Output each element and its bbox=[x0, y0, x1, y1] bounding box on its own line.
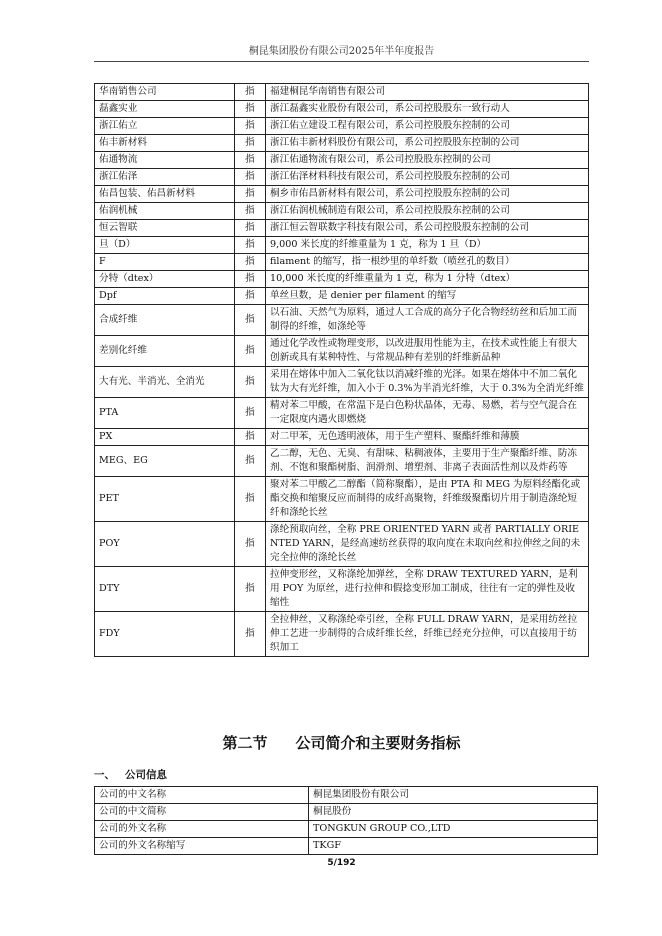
definition-term: 华南销售公司 bbox=[95, 84, 235, 101]
definition-text: 浙江佑通物流有限公司，系公司控股股东控制的公司 bbox=[266, 152, 589, 169]
definition-relation: 指 bbox=[234, 101, 265, 118]
subsection-heading bbox=[94, 768, 167, 782]
company-info-value: 桐昆股份 bbox=[309, 804, 598, 821]
definition-relation: 指 bbox=[234, 237, 265, 254]
definition-relation: 指 bbox=[234, 567, 265, 612]
company-info-label: 公司的中文名称 bbox=[95, 787, 309, 804]
header-divider bbox=[94, 61, 589, 62]
definition-relation: 指 bbox=[234, 169, 265, 186]
definition-row bbox=[95, 367, 589, 398]
definition-term: F bbox=[95, 254, 235, 271]
definition-row bbox=[95, 152, 589, 169]
definition-text: 涤纶预取向丝，全称 PRE ORIENTED YARN 或者 PARTIALLY ORIENTED YARN，是经高速纺丝获得的取向度在未取向丝和拉伸丝之间的未完全拉伸的涤纶长丝 bbox=[266, 522, 589, 567]
definition-relation: 指 bbox=[234, 152, 265, 169]
definition-row bbox=[95, 84, 589, 101]
definition-term: FDY bbox=[95, 612, 235, 657]
definition-relation: 指 bbox=[234, 288, 265, 305]
definition-relation: 指 bbox=[234, 367, 265, 398]
definition-term: DTY bbox=[95, 567, 235, 612]
page-header: 桐昆集团股份有限公司2025年半年度报告 bbox=[248, 46, 435, 57]
definition-term: 大有光、半消光、全消光 bbox=[95, 367, 235, 398]
definition-relation: 指 bbox=[234, 398, 265, 429]
definition-relation: 指 bbox=[234, 336, 265, 367]
section-heading bbox=[94, 732, 589, 754]
definition-term: 恒云智联 bbox=[95, 220, 235, 237]
definition-relation: 指 bbox=[234, 522, 265, 567]
definition-relation: 指 bbox=[234, 446, 265, 477]
definition-row bbox=[95, 254, 589, 271]
definition-term: 分特（dtex） bbox=[95, 271, 235, 288]
definition-row bbox=[95, 612, 589, 657]
definition-text: 浙江磊鑫实业股份有限公司，系公司控股股东一致行动人 bbox=[266, 101, 589, 118]
definition-row bbox=[95, 237, 589, 254]
definition-text: 以石油、天然气为原料，通过人工合成的高分子化合物经纺丝和后加工而制得的纤维，如涤纶等 bbox=[266, 305, 589, 336]
definition-relation: 指 bbox=[234, 271, 265, 288]
definition-relation: 指 bbox=[234, 84, 265, 101]
section-number: 第二节 bbox=[222, 734, 268, 752]
company-info-value: TONGKUN GROUP CO.,LTD bbox=[309, 821, 598, 838]
company-info-label: 公司的外文名称缩写 bbox=[95, 838, 309, 855]
definition-term: 佑丰新材料 bbox=[95, 135, 235, 152]
definition-term: PET bbox=[95, 477, 235, 522]
company-info-row bbox=[95, 787, 598, 804]
definition-row bbox=[95, 118, 589, 135]
definition-relation: 指 bbox=[234, 186, 265, 203]
definition-text: 精对苯二甲酸，在常温下是白色粉状晶体，无毒、易燃，若与空气混合在一定限度内遇火即燃烧 bbox=[266, 398, 589, 429]
definition-term: PTA bbox=[95, 398, 235, 429]
definition-text: 9,000 米长度的纤维重量为 1 克，称为 1 旦（D） bbox=[266, 237, 589, 254]
section-title: 公司简介和主要财务指标 bbox=[295, 734, 461, 752]
definition-term: 佑昌包装、佑昌新材料 bbox=[95, 186, 235, 203]
definition-text: 浙江佑泽材料科技有限公司，系公司控股股东控制的公司 bbox=[266, 169, 589, 186]
definition-text: 浙江佑丰新材料股份有限公司，系公司控股股东控制的公司 bbox=[266, 135, 589, 152]
definition-relation: 指 bbox=[234, 203, 265, 220]
company-info-value: TKGF bbox=[309, 838, 598, 855]
definition-row bbox=[95, 336, 589, 367]
company-info-table bbox=[94, 786, 598, 855]
definition-row bbox=[95, 477, 589, 522]
definition-row bbox=[95, 305, 589, 336]
definition-text: 浙江恒云智联数字科技有限公司，系公司控股股东控制的公司 bbox=[266, 220, 589, 237]
definition-term: 佑通物流 bbox=[95, 152, 235, 169]
definition-term: 差别化纤维 bbox=[95, 336, 235, 367]
definition-relation: 指 bbox=[234, 135, 265, 152]
definition-term: 浙江佑立 bbox=[95, 118, 235, 135]
definition-row bbox=[95, 567, 589, 612]
definition-text: 拉伸变形丝，又称涤纶加弹丝，全称 DRAW TEXTURED YARN，是利用 POY 为原丝，进行拉伸和假捻变形加工制成，往往有一定的弹性及收缩性 bbox=[266, 567, 589, 612]
definition-relation: 指 bbox=[234, 220, 265, 237]
definition-row bbox=[95, 203, 589, 220]
definition-relation: 指 bbox=[234, 477, 265, 522]
subsection-number: 一、 bbox=[94, 769, 115, 781]
definition-text: 采用在熔体中加入二氧化钛以消减纤维的光泽。如果在熔体中不加二氧化钛为大有光纤维，加入小于 0.3%为半消光纤维，大于 0.3%为全消光纤维 bbox=[266, 367, 589, 398]
company-info-row bbox=[95, 821, 598, 838]
definition-text: 全拉伸丝，又称涤纶牵引丝，全称 FULL DRAW YARN，是采用纺丝拉伸工艺进一步制得的合成纤维长丝，纤维已经充分拉伸，可以直接用于纺织加工 bbox=[266, 612, 589, 657]
definition-row bbox=[95, 220, 589, 237]
definition-text: 10,000 米长度的纤维重量为 1 克，称为 1 分特（dtex） bbox=[266, 271, 589, 288]
company-info-label: 公司的外文名称 bbox=[95, 821, 309, 838]
definition-text: 浙江佑立建设工程有限公司，系公司控股股东控制的公司 bbox=[266, 118, 589, 135]
definition-row bbox=[95, 135, 589, 152]
definition-relation: 指 bbox=[234, 429, 265, 446]
definition-text: 聚对苯二甲酸乙二醇酯（简称聚酯），是由 PTA 和 MEG 为原料经酯化或酯交换和缩聚反应而制得的成纤高聚物，纤维级聚酯切片用于制造涤纶短纤和涤纶长丝 bbox=[266, 477, 589, 522]
definition-term: Dpf bbox=[95, 288, 235, 305]
definition-row bbox=[95, 398, 589, 429]
definition-text: 桐乡市佑昌新材料有限公司，系公司控股股东控制的公司 bbox=[266, 186, 589, 203]
definition-relation: 指 bbox=[234, 254, 265, 271]
definition-text: 通过化学改性或物理变形，以改进服用性能为主，在技术或性能上有很大创新或具有某种特性、与常规品种有差别的纤维新品种 bbox=[266, 336, 589, 367]
definition-text: 单丝旦数，是 denier per filament 的缩写 bbox=[266, 288, 589, 305]
definition-term: MEG、EG bbox=[95, 446, 235, 477]
definition-row bbox=[95, 446, 589, 477]
definition-term: POY bbox=[95, 522, 235, 567]
definition-relation: 指 bbox=[234, 305, 265, 336]
page-number: 5/192 bbox=[327, 858, 356, 868]
definition-text: 乙二醇，无色、无臭、有甜味、粘稠液体，主要用于生产聚酯纤维、防冻剂、不饱和聚酯树脂、润滑剂、增塑剂、非离子表面活性剂以及炸药等 bbox=[266, 446, 589, 477]
definition-row bbox=[95, 288, 589, 305]
company-info-table-body bbox=[95, 787, 598, 855]
definition-row bbox=[95, 169, 589, 186]
definitions-table bbox=[94, 83, 589, 657]
definition-term: 浙江佑泽 bbox=[95, 169, 235, 186]
definition-row bbox=[95, 271, 589, 288]
definition-row bbox=[95, 429, 589, 446]
definition-text: 福建桐昆华南销售有限公司 bbox=[266, 84, 589, 101]
company-info-row bbox=[95, 804, 598, 821]
definition-term: 旦（D） bbox=[95, 237, 235, 254]
company-info-value: 桐昆集团股份有限公司 bbox=[309, 787, 598, 804]
definition-row bbox=[95, 186, 589, 203]
definition-text: 浙江佑润机械制造有限公司，系公司控股股东控制的公司 bbox=[266, 203, 589, 220]
definitions-table-body bbox=[95, 84, 589, 657]
definition-relation: 指 bbox=[234, 612, 265, 657]
definition-term: PX bbox=[95, 429, 235, 446]
definition-text: 对二甲苯，无色透明液体，用于生产塑料、聚酯纤维和薄膜 bbox=[266, 429, 589, 446]
company-info-row bbox=[95, 838, 598, 855]
definition-row bbox=[95, 522, 589, 567]
definition-relation: 指 bbox=[234, 118, 265, 135]
definition-row bbox=[95, 101, 589, 118]
definition-text: filament 的缩写，指一根纱里的单纤数（喷丝孔的数目） bbox=[266, 254, 589, 271]
company-info-label: 公司的中文简称 bbox=[95, 804, 309, 821]
definition-term: 合成纤维 bbox=[95, 305, 235, 336]
definition-term: 佑润机械 bbox=[95, 203, 235, 220]
subsection-title: 公司信息 bbox=[125, 769, 167, 781]
definition-term: 磊鑫实业 bbox=[95, 101, 235, 118]
